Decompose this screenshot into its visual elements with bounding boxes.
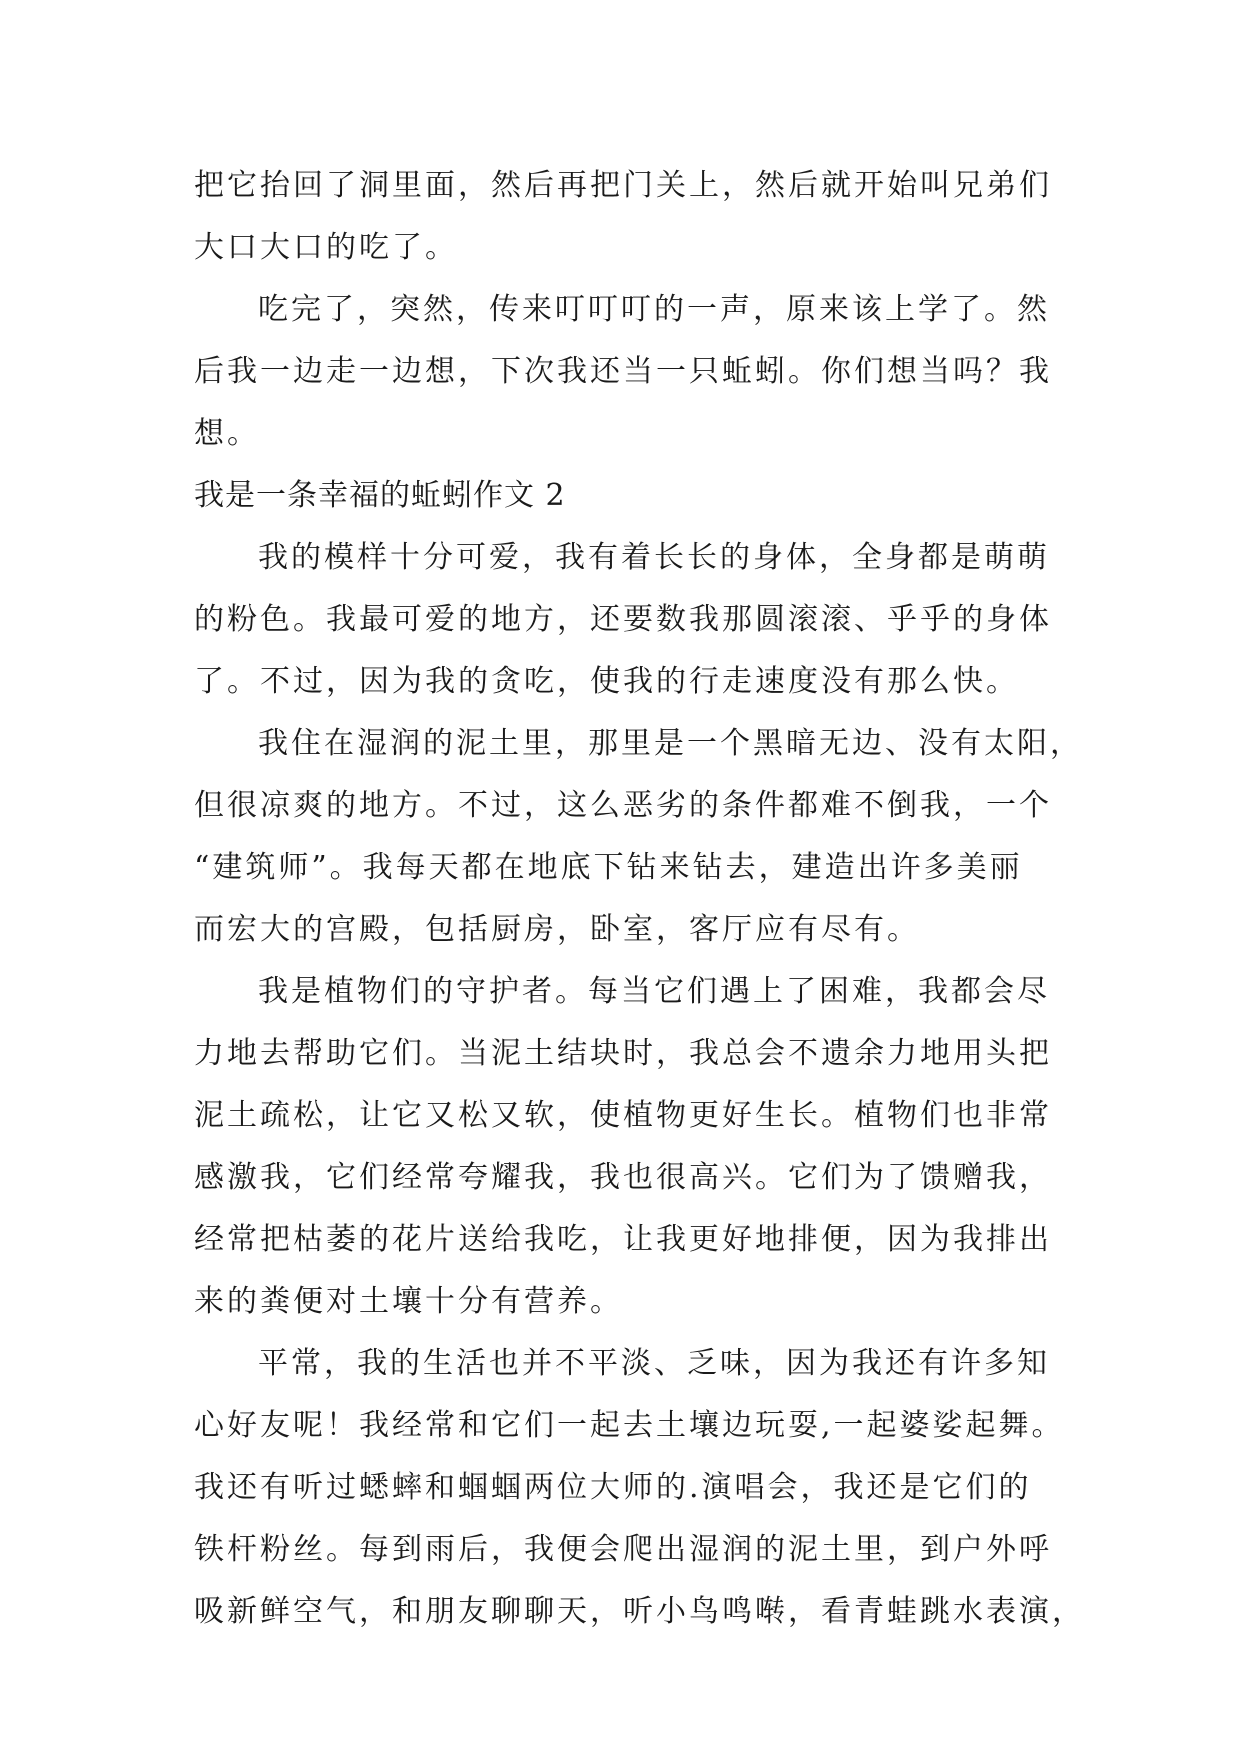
text-line: 铁杆粉丝。每到雨后，我便会爬出湿润的泥土里，到户外呼 <box>194 1532 1052 1567</box>
text-line: 而宏大的宫殿，包括厨房，卧室，客厅应有尽有。 <box>194 912 920 947</box>
text-line: 的粉色。我最可爱的地方，还要数我那圆滚滚、乎乎的身体 <box>194 602 1052 637</box>
paragraph-start-line: 我是植物们的守护者。每当它们遇上了困难，我都会尽 <box>258 974 1050 1009</box>
text-line: 大口大口的吃了。 <box>194 230 458 265</box>
document-body <box>194 155 1085 1643</box>
text-line: 力地去帮助它们。当泥土结块时，我总会不遗余力地用头把 <box>194 1036 1052 1071</box>
text-line: 心好友呢！我经常和它们一起去土壤边玩耍,一起婆娑起舞。 <box>194 1408 1065 1443</box>
paragraph-start-line: 我住在湿润的泥土里，那里是一个黑暗无边、没有太阳， <box>258 726 1083 761</box>
text-line: 我还有听过蟋蟀和蝈蝈两位大师的.演唱会，我还是它们的 <box>194 1470 1032 1505</box>
paragraph-start-line: 我的模样十分可爱，我有着长长的身体，全身都是萌萌 <box>258 540 1050 575</box>
text-line: 后我一边走一边想，下次我还当一只蚯蚓。你们想当吗？我 <box>194 354 1052 389</box>
paragraph-start-line: 平常，我的生活也并不平淡、乏味，因为我还有许多知 <box>258 1346 1050 1381</box>
text-line: 感激我，它们经常夸耀我，我也很高兴。它们为了馈赠我， <box>194 1160 1052 1195</box>
section-title: 我是一条幸福的蚯蚓作文 2 <box>194 478 566 513</box>
text-line: 了。不过，因为我的贪吃，使我的行走速度没有那么快。 <box>194 664 1019 699</box>
text-line: 吸新鲜空气，和朋友聊聊天，听小鸟鸣啭，看青蛙跳水表演， <box>194 1594 1085 1629</box>
text-line: 但很凉爽的地方。不过，这么恶劣的条件都难不倒我，一个 <box>194 788 1052 823</box>
text-line: 来的粪便对土壤十分有营养。 <box>194 1284 623 1319</box>
text-line: 泥土疏松，让它又松又软，使植物更好生长。植物们也非常 <box>194 1098 1052 1133</box>
text-line: 经常把枯萎的花片送给我吃，让我更好地排便，因为我排出 <box>194 1222 1052 1257</box>
text-line: 想。 <box>194 416 260 451</box>
text-line: 把它抬回了洞里面，然后再把门关上，然后就开始叫兄弟们 <box>194 168 1052 203</box>
text-line: “建筑师”。我每天都在地底下钻来钻去，建造出许多美丽 <box>194 850 1023 885</box>
paragraph-start-line: 吃完了，突然，传来叮叮叮的一声，原来该上学了。然 <box>258 292 1050 327</box>
